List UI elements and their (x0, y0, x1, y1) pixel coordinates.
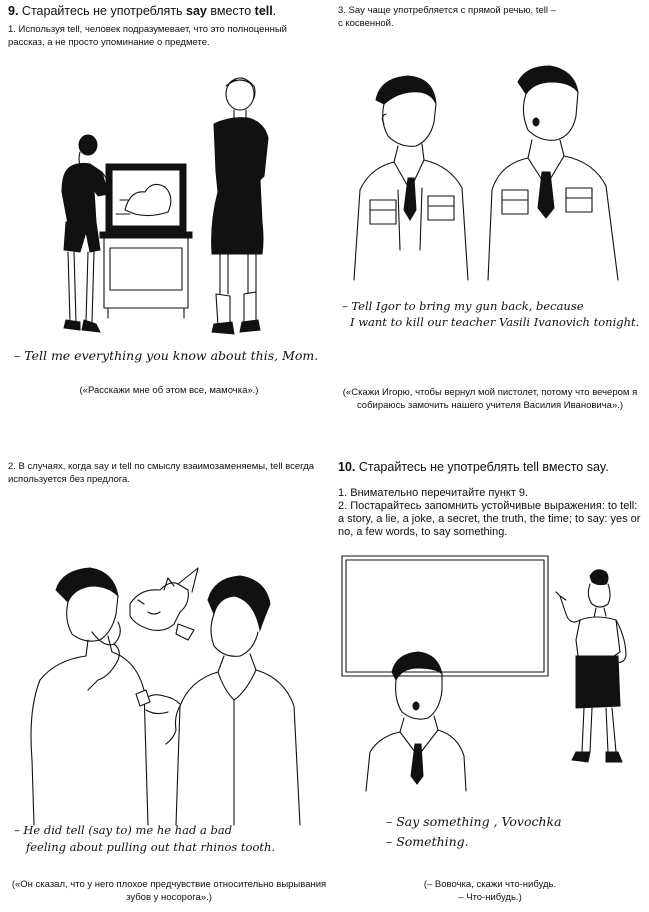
panel-9-heading (8, 4, 318, 19)
item-number: 9. (8, 4, 19, 18)
panel-2-note (8, 460, 326, 486)
handwriting-line: I want to kill our teacher Vasili Ivanovich tonight. (350, 315, 640, 329)
illustration-classroom (340, 556, 640, 791)
panel-9-caption: («Расскажи мне об этом все, мамочка».) (79, 385, 259, 396)
heading-text: вместо (206, 4, 255, 18)
panel-9 (8, 4, 318, 49)
keyword-say: say (186, 4, 207, 18)
panel-10-caption (350, 878, 630, 904)
panel-10-heading (338, 460, 644, 475)
heading-text: Старайтесь не употреблять tell вместо say. (355, 460, 609, 474)
handwriting-line: – Say something , Vovochka (386, 814, 562, 829)
note-line: с косвенной. (338, 18, 394, 29)
item-number: 10. (338, 460, 356, 474)
caption-line: – Что-нибудь.) (458, 892, 522, 903)
handwriting-line: feeling about pulling out that rhinos tooth. (26, 840, 276, 854)
caption-line: (– Вовочка, скажи что-нибудь. (423, 879, 557, 890)
panel-9-note: 1. Используя tell, человек подразумевает, что это полноценный рассказ, а не просто упоминание о предмете. (8, 24, 287, 48)
panel-9-handwriting: – Tell me everything you know about this, Mom. (14, 348, 319, 363)
heading-text: . (272, 4, 277, 18)
panel-10 (338, 460, 644, 539)
illustration-boy-tv-mom (50, 72, 280, 342)
handwriting-line: – He did tell (say to) me he had a bad (14, 823, 233, 837)
panel-10-handwriting (386, 812, 636, 852)
panel-3-handwriting (342, 298, 642, 330)
panel-3-caption: («Скажи Игорю, чтобы вернул мой пистолет, потому что вечером я собираюсь замочить нашего учителя Василия Ивановича».) (342, 387, 638, 411)
note-line: 3. Say чаще употребляется с прямой речью, tell – (338, 5, 556, 16)
panel-10-list-item-2: 2. Постарайтесь запомнить устойчивые выражения: to tell: a story, a lie, a joke, a secret, the truth, the time; to say: yes or no, a few words, to say something. (338, 500, 641, 538)
illustration-rhino-tooth (28, 560, 318, 825)
note-text: 2. В случаях, когда say и tell по смыслу взаимозаменяемы, tell всегда используется без предлога. (8, 461, 315, 485)
handwriting-line: – Tell Igor to bring my gun back, because (342, 299, 584, 313)
keyword-tell: tell (254, 4, 273, 18)
illustration-two-students (350, 60, 640, 280)
panel-2-caption: («Он сказал, что у него плохое предчувствие относительно вырывания зубов у носорога».) (11, 879, 327, 903)
panel-2-handwriting (14, 822, 324, 856)
handwriting-line: – Something. (386, 834, 469, 849)
heading-text: Старайтесь не употреблять (21, 4, 187, 18)
panel-3-note (338, 4, 648, 30)
panel-10-list-item-1: 1. Внимательно перечитайте пункт 9. (338, 487, 529, 499)
